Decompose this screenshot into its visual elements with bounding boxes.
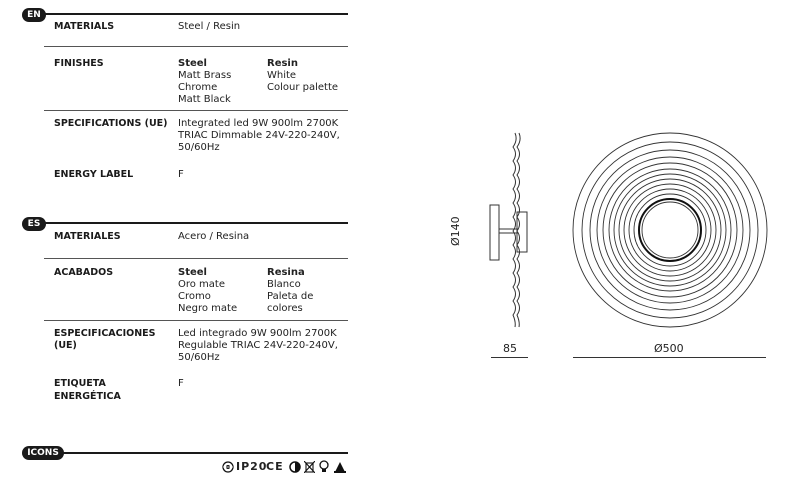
en-spec-line: 50/60Hz	[178, 142, 220, 153]
es-header-line	[44, 222, 348, 224]
es-finish-item: Blanco	[267, 279, 301, 290]
en-divider-1	[44, 46, 348, 47]
en-energy-value: F	[178, 169, 184, 180]
class-ii-insulation-icon	[222, 461, 234, 473]
en-finish-item: Matt Brass	[178, 70, 232, 81]
certification-icons-row	[222, 459, 350, 475]
weee-bin-icon	[304, 461, 315, 473]
en-finish-item: Colour palette	[267, 82, 339, 93]
en-materials-value: Steel / Resin	[178, 21, 241, 32]
ip-rating-text: IP20	[236, 460, 268, 473]
side-height-dimension: Ø140	[449, 216, 462, 246]
es-finishes-resina-heading: Resina	[267, 267, 305, 278]
side-depth-dimension: 85	[503, 342, 517, 355]
en-finishes-resin-heading: Resin	[267, 58, 298, 69]
es-divider-1	[44, 258, 348, 259]
front-view-drawing	[570, 130, 770, 330]
es-finishes-label: ACABADOS	[54, 267, 114, 278]
es-finish-item: Paleta de	[267, 291, 314, 302]
en-language-tag: EN	[22, 8, 46, 22]
icons-header-line	[62, 452, 348, 454]
es-spec-line: Led integrado 9W 900lm 2700K	[178, 328, 337, 339]
es-finish-item: colores	[267, 303, 303, 314]
side-depth-dimension-line	[491, 357, 528, 358]
es-energy-label-2: ENERGÉTICA	[54, 391, 121, 402]
en-spec-line: TRIAC Dimmable 24V-220-240V,	[178, 130, 340, 141]
es-specs-label-2: (UE)	[54, 340, 77, 351]
es-materials-value: Acero / Resina	[178, 231, 250, 242]
en-spec-line: Integrated led 9W 900lm 2700K	[178, 118, 339, 129]
es-finish-item: Negro mate	[178, 303, 238, 314]
en-divider-2	[44, 110, 348, 111]
es-spec-line: Regulable TRIAC 24V-220-240V,	[178, 340, 338, 351]
es-specs-label: ESPECIFICACIONES	[54, 328, 156, 339]
es-divider-2	[44, 320, 348, 321]
en-finish-item: Chrome	[178, 82, 218, 93]
ce-mark-icon: CE	[266, 460, 284, 473]
es-energy-label: ETIQUETA	[54, 378, 106, 389]
icons-tag: ICONS	[22, 446, 64, 460]
es-finishes-steel-heading: Steel	[178, 267, 207, 278]
en-energy-label: ENERGY LABEL	[54, 169, 134, 180]
energy-class-icon	[333, 460, 347, 474]
en-finish-item: White	[267, 70, 297, 81]
front-diameter-dimension-line	[573, 357, 766, 358]
en-header-line	[44, 13, 348, 15]
dimmable-icon	[289, 461, 301, 473]
en-finishes-steel-heading: Steel	[178, 58, 207, 69]
en-specs-label: SPECIFICATIONS (UE)	[54, 118, 168, 129]
es-materials-label: MATERIALES	[54, 231, 121, 242]
es-language-tag: ES	[22, 217, 46, 231]
es-finish-item: Oro mate	[178, 279, 226, 290]
led-bulb-icon	[319, 460, 329, 473]
side-view-drawing	[482, 130, 542, 330]
front-diameter-dimension: Ø500	[654, 342, 684, 355]
en-materials-label: MATERIALS	[54, 21, 115, 32]
en-finishes-label: FINISHES	[54, 58, 104, 69]
es-finish-item: Cromo	[178, 291, 211, 302]
es-spec-line: 50/60Hz	[178, 352, 220, 363]
en-finish-item: Matt Black	[178, 94, 231, 105]
es-energy-value: F	[178, 378, 184, 389]
